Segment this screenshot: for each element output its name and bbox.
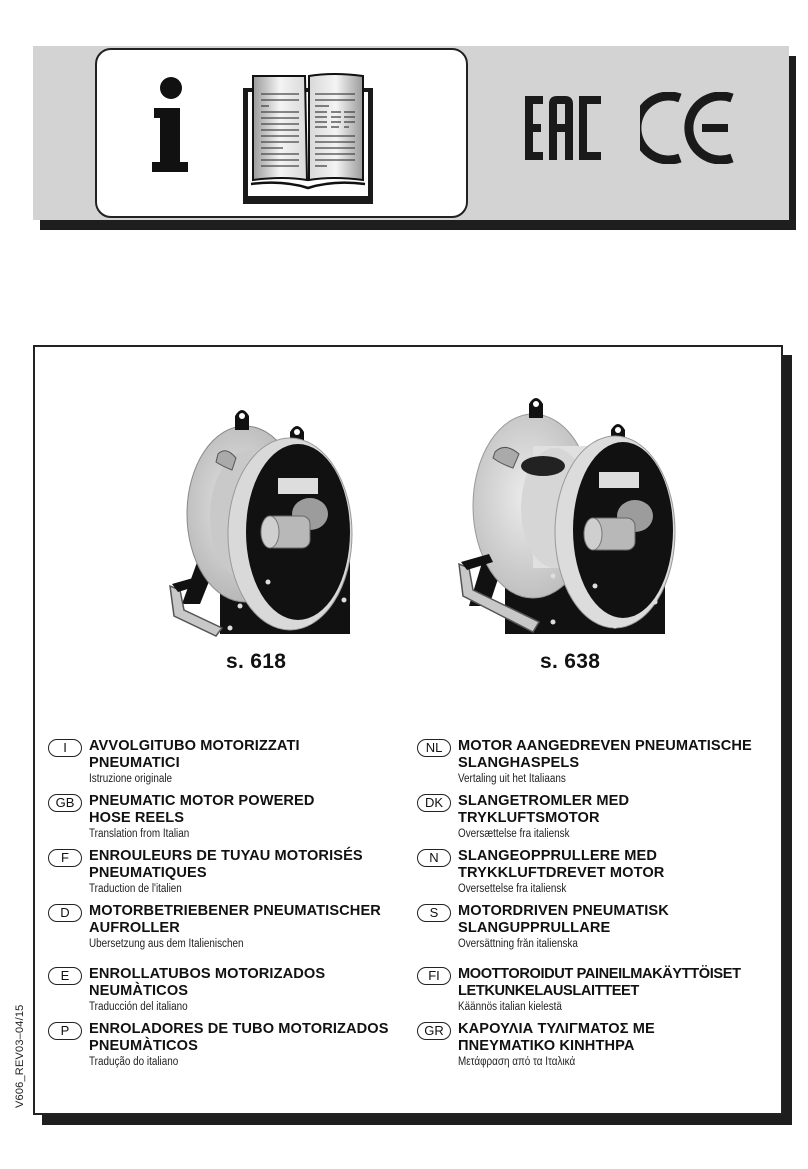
document-revision-code: V606_REV03–04/15: [14, 1004, 26, 1108]
language-badge: D: [48, 904, 82, 922]
hose-reel-638-image: [455, 396, 680, 640]
language-badge: DK: [417, 794, 451, 812]
language-subtitle: Käännös italian kielestä: [458, 1001, 562, 1013]
language-badge: F: [48, 849, 82, 867]
language-badge: N: [417, 849, 451, 867]
language-title: MOTORDRIVEN PNEUMATISK SLANGUPPRULLARE: [458, 903, 669, 936]
language-subtitle: Vertaling uit het Italiaans: [458, 773, 566, 785]
language-title: SLANGETROMLER MED TRYKLUFTSMOTOR: [458, 793, 630, 826]
language-title: AVVOLGITUBO MOTORIZZATI PNEUMATICI: [89, 738, 300, 771]
language-badge: GR: [417, 1022, 451, 1040]
model-label-618: s. 618: [226, 650, 287, 673]
language-title: ENROLLATUBOS MOTORIZADOS NEUMÀTICOS: [89, 966, 326, 999]
eac-mark-icon: [525, 92, 605, 164]
language-badge: FI: [417, 967, 451, 985]
language-subtitle: Oversettelse fra italiensk: [458, 883, 567, 895]
language-subtitle: Übersetzung aus dem Italienischen: [89, 938, 244, 950]
language-badge: P: [48, 1022, 82, 1040]
language-subtitle: Traducción del italiano: [89, 1001, 188, 1013]
language-subtitle: Μετάφραση από τα Ιταλικά: [458, 1056, 576, 1068]
info-i-icon: [140, 76, 200, 176]
ce-mark-icon: [640, 92, 736, 164]
language-badge: E: [48, 967, 82, 985]
language-title: MOTOR AANGEDREVEN PNEUMATISCHE SLANGHASPELS: [458, 738, 752, 771]
language-subtitle: Översättning från italienska: [458, 938, 578, 950]
language-subtitle: Istruzione originale: [89, 773, 173, 785]
language-title: SLANGEOPPRULLERE MED TRYKKLUFTDREVET MOTOR: [458, 848, 665, 881]
open-book-icon: [243, 72, 373, 204]
language-subtitle: Translation from Italian: [89, 828, 190, 840]
language-title: ENROLADORES DE TUBO MOTORIZADOS PNEUMÀTICOS: [89, 1021, 389, 1054]
hose-reel-618-image: [160, 404, 360, 640]
language-title: ΚΑΡΟΥΛΙΑ ΤΥΛΙΓΜΑΤΟΣ ΜΕ ΠΝΕΥΜΑΤΙΚΟ ΚΙΝΗΤΗΡΑ: [458, 1021, 655, 1054]
language-title: MOOTTOROIDUT PAINEILMAKÄYTTÖISET LETKUNKELAUSLAITTEET: [458, 966, 741, 999]
language-title: PNEUMATIC MOTOR POWERED HOSE REELS: [89, 793, 315, 826]
language-subtitle: Oversættelse fra italiensk: [458, 828, 570, 840]
language-badge: GB: [48, 794, 82, 812]
language-title: ENROULEURS DE TUYAU MOTORISÉS PNEUMATIQUES: [89, 848, 363, 881]
language-subtitle: Traduction de l'italien: [89, 883, 182, 895]
language-badge: NL: [417, 739, 451, 757]
language-title: MOTORBETRIEBENER PNEUMATISCHER AUFROLLER: [89, 903, 381, 936]
language-subtitle: Tradução do italiano: [89, 1056, 179, 1068]
model-label-638: s. 638: [540, 650, 601, 673]
language-badge: S: [417, 904, 451, 922]
language-badge: I: [48, 739, 82, 757]
